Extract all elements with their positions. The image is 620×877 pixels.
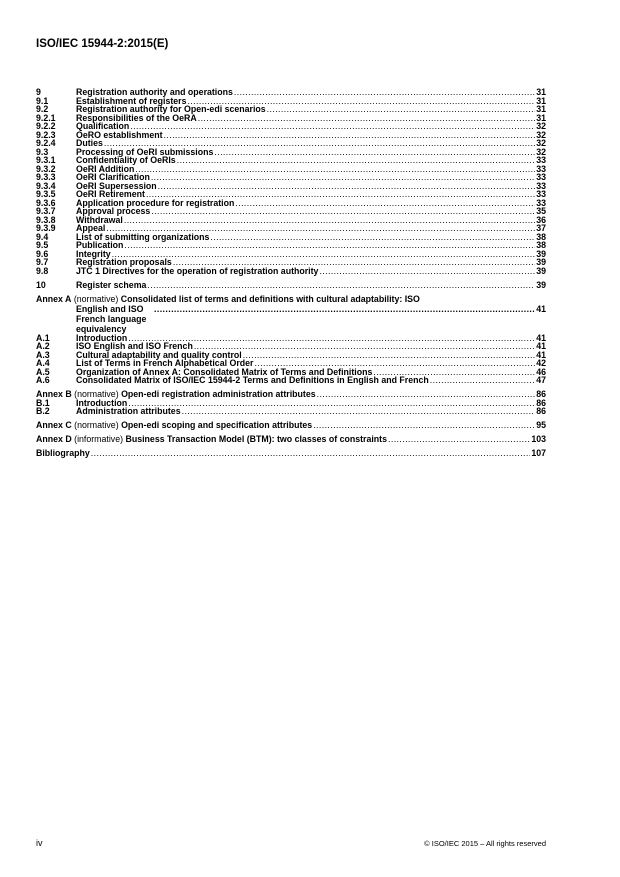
toc-entry-title: Publication [76, 240, 124, 250]
toc-entry-title: List of Terms in French Alphabetical Order [76, 358, 254, 368]
toc-entry-title: Processing of OeRI submissions [76, 146, 214, 157]
toc-entry-page: 39 [536, 248, 546, 259]
toc-entry-title: ISO English and ISO French [76, 341, 193, 351]
toc-entry-title: List of submitting organizations [76, 231, 210, 242]
document-header: ISO/IEC 15944-2:2015(E) [36, 38, 169, 50]
toc-entry-number: 9.5 [36, 240, 49, 250]
toc-entry-page: 33 [536, 172, 546, 182]
toc-entry-number: A.5 [36, 366, 50, 377]
annex-page: 41 [536, 303, 546, 314]
toc-entry-page: 41 [536, 341, 546, 351]
toc-entry-number: 9.7 [36, 257, 49, 267]
toc-entry-title: Registration authority for Open-edi scenarios [76, 104, 266, 114]
toc-entry-title: Duties [76, 138, 103, 148]
toc-entry-number: 9.3.8 [36, 214, 56, 225]
toc-entry-title: Application procedure for registration [76, 197, 235, 208]
toc-annex-b-items [36, 399, 546, 416]
toc-entry-number: 9.3.9 [36, 223, 56, 233]
annex-title: Consolidated list of terms and definitions with cultural adaptability: ISO [120, 293, 420, 304]
toc-entry-page: 38 [536, 231, 546, 242]
toc-entry-title: Introduction [76, 332, 128, 343]
annex-kind: (informative) [74, 433, 124, 444]
toc-entry-number: 9.3.1 [36, 155, 56, 165]
toc-entry-title: OeRI Addition [76, 163, 135, 174]
toc-entry-page: 38 [536, 240, 546, 250]
toc-entry-page: 41 [536, 349, 546, 360]
toc-entry-number: 9.3.2 [36, 163, 56, 174]
toc-entry-page: 33 [536, 155, 546, 165]
toc-entry-page: 33 [536, 189, 546, 199]
annex-label: Annex B [36, 388, 72, 399]
bibliography-page: 107 [531, 447, 546, 458]
toc-entry-number: 9 [36, 87, 41, 97]
toc-entry[interactable] [36, 216, 546, 225]
toc-entry-page: 39 [536, 265, 546, 276]
toc-entry-number: 9.3.5 [36, 189, 56, 199]
toc-entry-number: A.4 [36, 358, 50, 368]
toc-entry-page: 39 [536, 257, 546, 267]
toc-entry-number: 9.3.6 [36, 197, 56, 208]
toc-annex-a-items [36, 334, 546, 385]
toc-entry-number: 10 [36, 280, 46, 290]
toc-entry-title: Qualification [76, 121, 130, 131]
toc-entry-number: 9.3.3 [36, 172, 56, 182]
toc-annex-a[interactable] [36, 294, 546, 334]
toc-entry-number: A.3 [36, 349, 50, 360]
page-number: iv [36, 838, 43, 848]
toc-entry-number: A.2 [36, 341, 50, 351]
annex-page: 103 [531, 433, 546, 444]
annex-label: Annex C [36, 419, 72, 430]
toc-entry-title: Registration authority and operations [76, 87, 233, 97]
toc-entry-page: 32 [536, 129, 546, 140]
annex-kind: (normative) [74, 419, 119, 430]
toc-entry-page: 46 [536, 366, 546, 377]
annex-page: 95 [536, 419, 546, 430]
annex-page: 86 [536, 388, 546, 399]
toc-entry-page: 36 [536, 214, 546, 225]
toc-entry-page: 47 [536, 375, 546, 385]
toc-entry-number: 9.3 [36, 146, 49, 157]
toc-entry-number: 9.2.2 [36, 121, 56, 131]
toc-entry-title: OeRI Retirement [76, 189, 145, 199]
toc-entry-title: Administration attributes [76, 406, 181, 416]
toc-entry-page: 32 [536, 146, 546, 157]
toc-annex-d[interactable] [36, 434, 546, 444]
annex-label: Annex A [36, 293, 72, 304]
toc-annex-c[interactable] [36, 420, 546, 430]
toc-entry-number: B.1 [36, 397, 50, 408]
toc-entry-title: OeRI Clarification [76, 172, 150, 182]
annex-title: Open-edi scoping and specification attributes [121, 419, 313, 430]
toc-entry-page: 33 [536, 180, 546, 191]
toc-entry-title: Introduction [76, 397, 128, 408]
toc-annex-b-entry[interactable] [36, 407, 546, 416]
annex-kind: (normative) [74, 388, 119, 399]
toc-entry-page: 42 [536, 358, 546, 368]
annex-title: Business Transaction Model (BTM): two classes of constraints [125, 433, 387, 444]
toc-entry-page: 41 [536, 332, 546, 343]
toc-entry-title: Responsibilities of the OeRA [76, 112, 197, 123]
toc-entry-page: 33 [536, 197, 546, 208]
toc-entry-title: JTC 1 Directives for the operation of registration authority [76, 265, 319, 276]
toc-entry-title: Registration proposals [76, 257, 172, 267]
toc-annex-b[interactable] [36, 389, 546, 399]
toc-entry-title: Consolidated Matrix of ISO/IEC 15944-2 Terms and Definitions in English and French [76, 375, 429, 385]
toc-entry-page: 31 [536, 112, 546, 123]
toc-entry-number: 9.3.4 [36, 180, 56, 191]
toc-entry-page: 32 [536, 138, 546, 148]
toc-entry[interactable] [36, 131, 546, 140]
toc-main-section [36, 88, 546, 275]
toc-entry-title: Approval process [76, 206, 151, 216]
toc-entry[interactable] [36, 267, 546, 276]
toc-entry[interactable] [36, 241, 546, 250]
toc-entry-title: OeRO establishment [76, 129, 163, 140]
toc-entry-number: 9.4 [36, 231, 49, 242]
toc-entry-number: 9.8 [36, 265, 49, 276]
toc-entry-number: A.1 [36, 332, 50, 343]
annex-title-continued: English and ISO French language equivalency [76, 303, 147, 334]
toc-entry-title: Appeal [76, 223, 106, 233]
toc-entry-page: 31 [536, 95, 546, 106]
toc-entry-register-schema[interactable] [36, 281, 546, 290]
toc-annex-a-entry[interactable] [36, 376, 546, 385]
toc-entry-page: 31 [536, 104, 546, 114]
toc-entry-title: Integrity [76, 248, 111, 259]
toc-entry-page: 32 [536, 121, 546, 131]
bibliography-title: Bibliography [36, 447, 90, 458]
toc-entry-title: Register schema [76, 280, 147, 290]
toc-entry-number: 9.2 [36, 104, 49, 114]
toc-entry-page: 86 [536, 397, 546, 408]
toc-entry-title: Establishment of registers [76, 95, 187, 106]
toc-entry-title: Organization of Annex A: Consolidated Matrix of Terms and Definitions [76, 366, 373, 377]
toc-entry-number: 9.1 [36, 95, 49, 106]
toc-entry-page: 35 [536, 206, 546, 216]
toc-entry-number: B.2 [36, 406, 50, 416]
toc-entry-page: 37 [536, 223, 546, 233]
annex-title: Open-edi registration administration attributes [121, 388, 316, 399]
toc-entry-number: A.6 [36, 375, 50, 385]
toc-entry-page: 39 [536, 280, 546, 290]
toc-entry-title: Confidentiality of OeRIs [76, 155, 176, 165]
annex-label: Annex D [36, 433, 72, 444]
toc-entry-title: OeRI Supersession [76, 180, 157, 191]
toc-entry-page: 31 [536, 87, 546, 97]
toc-entry-title: Cultural adaptability and quality control [76, 349, 242, 360]
toc-entry-page: 33 [536, 163, 546, 174]
toc-entry-page: 86 [536, 406, 546, 416]
toc-entry-number: 9.2.1 [36, 112, 56, 123]
toc-entry-number: 9.3.7 [36, 206, 56, 216]
toc-entry-number: 9.6 [36, 248, 49, 259]
copyright-notice: © ISO/IEC 2015 – All rights reserved [424, 839, 546, 848]
toc-entry-number: 9.2.4 [36, 138, 56, 148]
toc-entry-number: 9.2.3 [36, 129, 56, 140]
toc-entry-title: Withdrawal [76, 214, 123, 225]
annex-kind: (normative) [73, 293, 119, 304]
toc-bibliography[interactable] [36, 448, 546, 458]
table-of-contents [36, 88, 546, 458]
